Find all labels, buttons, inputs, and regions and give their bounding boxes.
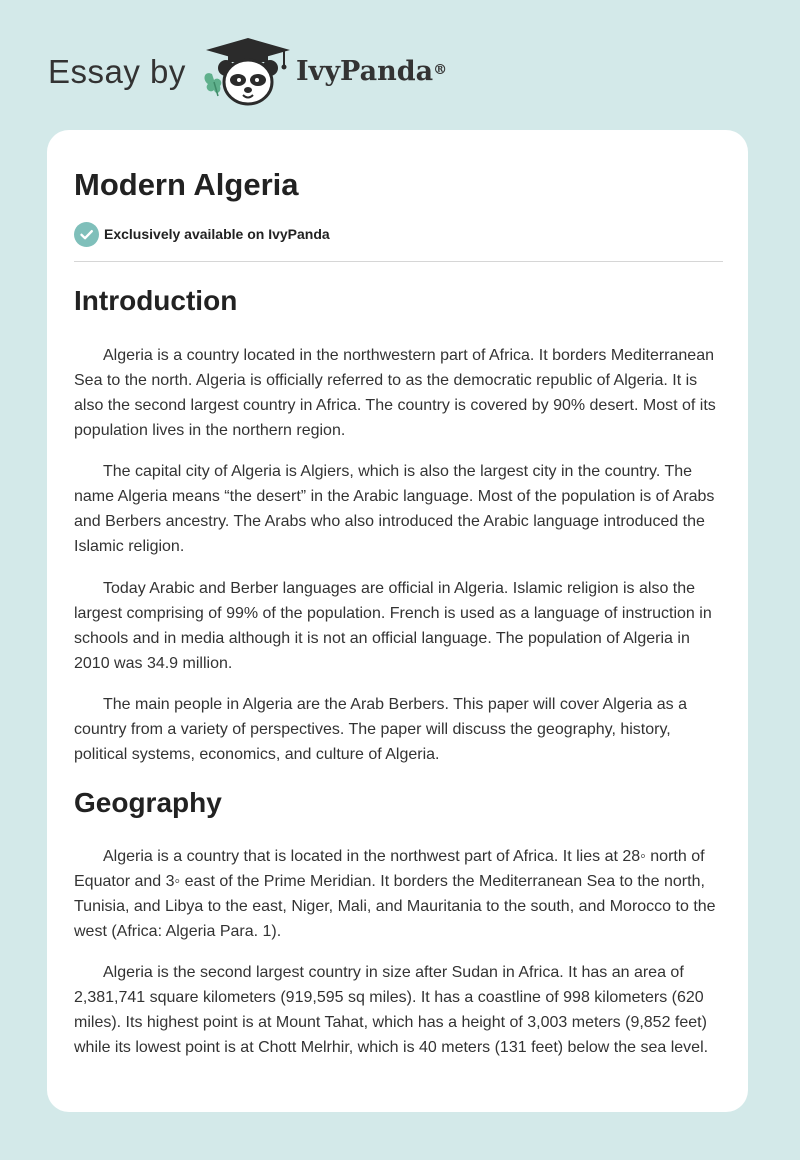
essay-card <box>47 130 748 1112</box>
brand-prefix: Essay by <box>48 53 186 90</box>
title-divider <box>74 261 723 262</box>
panda-graduate-icon[interactable] <box>200 36 296 108</box>
site-header <box>0 0 800 120</box>
paragraph: Algeria is a country located in the northwestern part of Africa. It borders Mediterranean Sea to the north. Algeria is officially referred to as the democratic republic of Algeria. It is also the second largest country in Africa. The country is covered by 90% desert. Most of its population lives in the northern region. <box>74 347 716 439</box>
section-heading-geography: Geography <box>74 787 222 818</box>
brand-name[interactable]: IvyPanda® <box>296 56 448 87</box>
exclusive-badge <box>74 221 330 247</box>
paragraph: Today Arabic and Berber languages are official in Algeria. Islamic religion is also the largest comprising of 99% of the population. French is used as a language of instruction in schools and in media although it is not an official language. The population of Algeria in 2010 was 34.9 million. <box>74 580 712 672</box>
paragraph: Algeria is a country that is located in the northwest part of Africa. It lies at 28◦ north of Equator and 3◦ east of the Prime Meridian. It borders the Mediterranean Sea to the north, Tunisia, and Libya to the east, Niger, Mali, and Mauritania to the south, and Morocco to the west (Africa: Algeria Para. 1). <box>74 848 716 940</box>
checkmark-icon <box>74 222 99 247</box>
paragraph: The capital city of Algeria is Algiers, which is also the largest city in the country. The name Algeria means “the desert” in the Arabic language. Most of the population is of Arabs and Berbers ancestry. The Arabs who also introduced the Arabic language introduced the Islamic religion. <box>74 463 715 555</box>
badge-label: Exclusively available on IvyPanda <box>104 226 330 242</box>
section-heading-introduction: Introduction <box>74 285 238 316</box>
paragraph: Algeria is the second largest country in size after Sudan in Africa. It has an area of 2,381,741 square kilometers (919,595 sq miles). It has a coastline of 998 kilometers (620 miles). Its highest point is at Mount Tahat, which has a height of 3,003 meters (9,852 feet) while its lowest point is at Chott Melrhir, which is 40 meters (131 feet) below the sea level. <box>74 964 709 1056</box>
paragraph: The main people in Algeria are the Arab Berbers. This paper will cover Algeria as a country from a variety of perspectives. The paper will discuss the geography, history, political systems, economics, and culture of Algeria. <box>74 696 688 763</box>
registered-mark: ® <box>433 62 448 78</box>
page-title: Modern Algeria <box>74 167 299 202</box>
